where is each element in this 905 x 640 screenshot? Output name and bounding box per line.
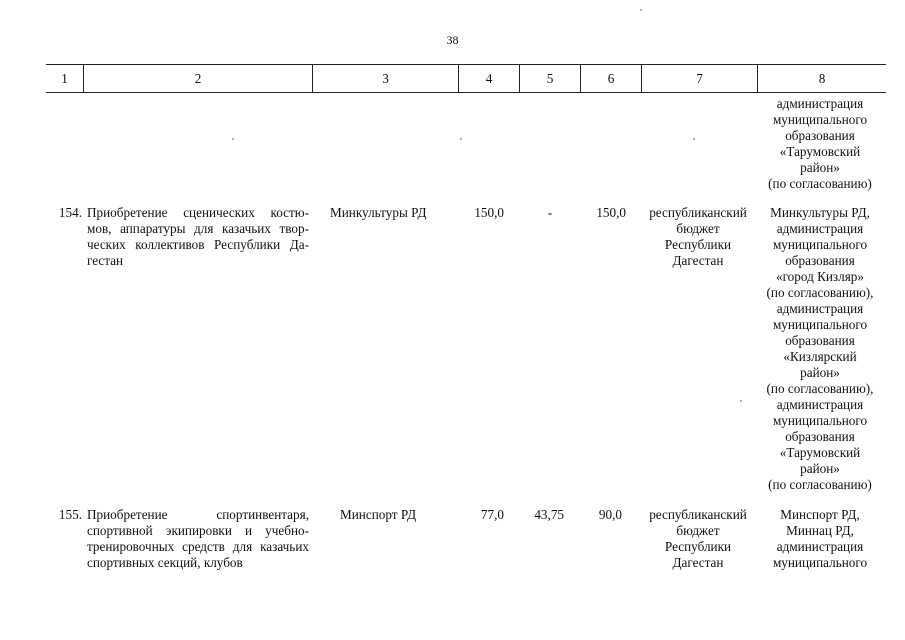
row-number: 155. <box>58 507 82 522</box>
header-col-4: 4 <box>459 65 520 92</box>
header-col-6: 6 <box>581 65 642 92</box>
header-col-7: 7 <box>642 65 758 92</box>
row-col5: - <box>547 205 553 220</box>
header-col-1: 1 <box>46 65 84 92</box>
row-funding-source: республиканский бюджет Республики Дагестан <box>649 205 747 268</box>
row-col6: 90,0 <box>598 507 622 522</box>
continuation-responsible: администрация муниципального образования «Тарумовский район» (по согласованию) <box>768 96 872 191</box>
row-col6: 150,0 <box>596 205 626 220</box>
row-responsible: Минкультуры РД, администрация муниципального образования «город Кизляр» (по согласованию), администрация муниципального образования «Кизлярский район» (по согласованию), администрация муниципального образования «Тарумовский район» (по согласованию) <box>766 205 874 492</box>
description-line: Приобретение спортинвентаря, <box>87 507 309 522</box>
scan-speck <box>640 9 642 11</box>
row-col5: 43,75 <box>534 507 564 522</box>
row-number: 154. <box>58 205 82 220</box>
description-line: Приобретение сценических костю- <box>87 205 309 220</box>
description-line: ческих коллективов Республики Да- <box>87 237 309 252</box>
table-header <box>46 64 886 93</box>
header-col-5: 5 <box>520 65 581 92</box>
scan-speck <box>232 138 234 140</box>
row-col4: 150,0 <box>474 205 504 220</box>
header-col-3: 3 <box>313 65 459 92</box>
row-col4: 77,0 <box>480 507 504 522</box>
row-description <box>87 507 309 571</box>
header-col-2: 2 <box>84 65 313 92</box>
row-description <box>87 205 309 269</box>
row-executor: Минспорт РД <box>340 507 417 522</box>
scan-speck <box>693 138 695 140</box>
header-col-8: 8 <box>818 71 826 86</box>
row-executor: Минкультуры РД <box>330 205 427 220</box>
row-funding-source: республиканский бюджет Республики Дагестан <box>649 507 747 570</box>
description-line: мов, аппаратуры для казачьих твор- <box>87 221 309 236</box>
description-line: спортивной экипировки и учебно- <box>87 523 309 538</box>
scan-speck <box>740 400 742 402</box>
scan-speck <box>460 138 462 140</box>
row-responsible: Минспорт РД, Миннац РД, администрация муниципального <box>772 507 868 570</box>
description-line: спортивных секций, клубов <box>87 555 243 570</box>
description-line: тренировочных средств для казачьих <box>87 539 309 554</box>
page-number: 38 <box>446 33 459 47</box>
description-line: гестан <box>87 253 124 268</box>
